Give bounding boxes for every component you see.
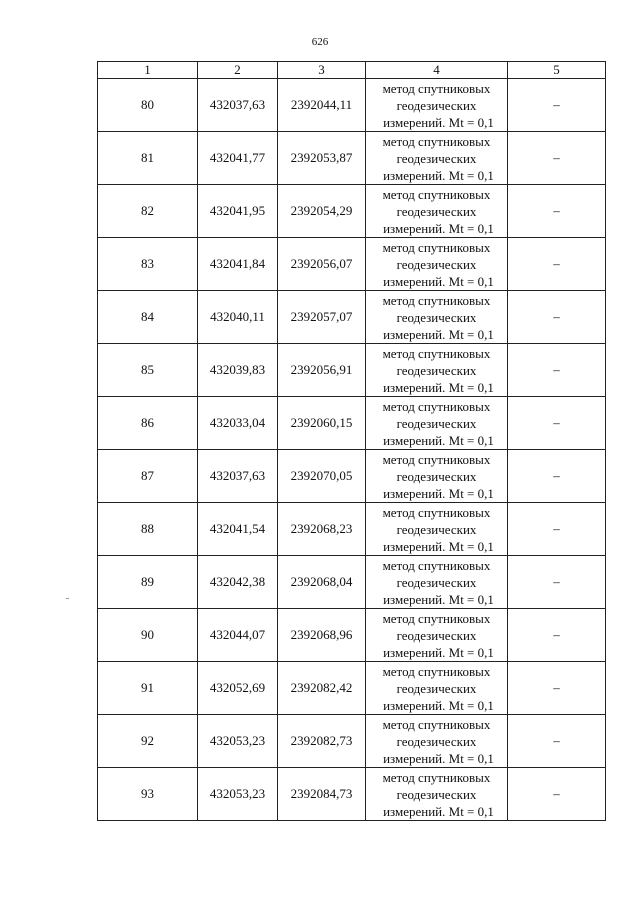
point-number-cell: 88	[98, 503, 198, 556]
x-coordinate-cell: 432053,23	[198, 768, 278, 821]
note-cell: –	[508, 609, 606, 662]
y-coordinate-cell: 2392082,73	[278, 715, 366, 768]
x-coordinate-cell: 432042,38	[198, 556, 278, 609]
point-number-cell: 84	[98, 291, 198, 344]
method-line: геодезических	[396, 362, 477, 378]
table-row	[98, 291, 606, 344]
x-coordinate-cell: 432052,69	[198, 662, 278, 715]
method-cell	[366, 450, 508, 503]
table-body	[98, 79, 606, 821]
method-line: геодезических	[396, 521, 477, 537]
method-line: геодезических	[396, 309, 477, 325]
scan-mark	[66, 598, 69, 599]
table-row	[98, 768, 606, 821]
method-line: геодезических	[396, 203, 477, 219]
method-line: геодезических	[396, 150, 477, 166]
coordinates-table	[97, 61, 606, 821]
table-row	[98, 662, 606, 715]
x-coordinate-cell: 432040,11	[198, 291, 278, 344]
y-coordinate-cell: 2392060,15	[278, 397, 366, 450]
y-coordinate-cell: 2392054,29	[278, 185, 366, 238]
method-cell	[366, 185, 508, 238]
method-line: метод спутниковых	[382, 716, 491, 732]
column-header-5: 5	[508, 62, 606, 79]
method-line: метод спутниковых	[382, 133, 491, 149]
note-cell: –	[508, 132, 606, 185]
method-line: измерений. Mt = 0,1	[383, 167, 494, 183]
point-number-cell: 90	[98, 609, 198, 662]
x-coordinate-cell: 432033,04	[198, 397, 278, 450]
method-line: метод спутниковых	[382, 80, 491, 96]
table-row	[98, 185, 606, 238]
note-cell: –	[508, 768, 606, 821]
table-row	[98, 556, 606, 609]
method-line: метод спутниковых	[382, 663, 491, 679]
column-header-4: 4	[366, 62, 508, 79]
method-line: измерений. Mt = 0,1	[383, 273, 494, 289]
x-coordinate-cell: 432044,07	[198, 609, 278, 662]
method-line: измерений. Mt = 0,1	[383, 750, 494, 766]
column-header-3: 3	[278, 62, 366, 79]
method-line: метод спутниковых	[382, 769, 491, 785]
note-cell: –	[508, 291, 606, 344]
method-line: измерений. Mt = 0,1	[383, 697, 494, 713]
page-number: 626	[311, 36, 329, 48]
method-cell	[366, 662, 508, 715]
x-coordinate-cell: 432037,63	[198, 450, 278, 503]
point-number-cell: 92	[98, 715, 198, 768]
method-line: метод спутниковых	[382, 504, 491, 520]
method-cell	[366, 715, 508, 768]
note-cell: –	[508, 450, 606, 503]
y-coordinate-cell: 2392044,11	[278, 79, 366, 132]
method-line: метод спутниковых	[382, 610, 491, 626]
table-row	[98, 238, 606, 291]
y-coordinate-cell: 2392070,05	[278, 450, 366, 503]
note-cell: –	[508, 662, 606, 715]
point-number-cell: 87	[98, 450, 198, 503]
note-cell: –	[508, 397, 606, 450]
y-coordinate-cell: 2392082,42	[278, 662, 366, 715]
method-cell	[366, 344, 508, 397]
table-row	[98, 397, 606, 450]
method-line: метод спутниковых	[382, 398, 491, 414]
method-line: геодезических	[396, 627, 477, 643]
y-coordinate-cell: 2392068,04	[278, 556, 366, 609]
method-line: геодезических	[396, 468, 477, 484]
x-coordinate-cell: 432039,83	[198, 344, 278, 397]
y-coordinate-cell: 2392057,07	[278, 291, 366, 344]
method-line: измерений. Mt = 0,1	[383, 538, 494, 554]
point-number-cell: 89	[98, 556, 198, 609]
y-coordinate-cell: 2392056,91	[278, 344, 366, 397]
method-line: геодезических	[396, 415, 477, 431]
point-number-cell: 80	[98, 79, 198, 132]
y-coordinate-cell: 2392068,23	[278, 503, 366, 556]
method-cell	[366, 132, 508, 185]
method-line: измерений. Mt = 0,1	[383, 432, 494, 448]
table-row	[98, 503, 606, 556]
x-coordinate-cell: 432053,23	[198, 715, 278, 768]
x-coordinate-cell: 432037,63	[198, 79, 278, 132]
method-cell	[366, 556, 508, 609]
y-coordinate-cell: 2392068,96	[278, 609, 366, 662]
note-cell: –	[508, 344, 606, 397]
method-cell	[366, 768, 508, 821]
table-row	[98, 450, 606, 503]
note-cell: –	[508, 556, 606, 609]
x-coordinate-cell: 432041,95	[198, 185, 278, 238]
method-line: метод спутниковых	[382, 239, 491, 255]
table-row	[98, 344, 606, 397]
method-line: измерений. Mt = 0,1	[383, 326, 494, 342]
column-header-2: 2	[198, 62, 278, 79]
point-number-cell: 91	[98, 662, 198, 715]
point-number-cell: 83	[98, 238, 198, 291]
method-line: метод спутниковых	[382, 557, 491, 573]
method-cell	[366, 397, 508, 450]
point-number-cell: 85	[98, 344, 198, 397]
note-cell: –	[508, 185, 606, 238]
y-coordinate-cell: 2392053,87	[278, 132, 366, 185]
x-coordinate-cell: 432041,77	[198, 132, 278, 185]
note-cell: –	[508, 238, 606, 291]
method-line: геодезических	[396, 786, 477, 802]
note-cell: –	[508, 503, 606, 556]
method-cell	[366, 238, 508, 291]
method-line: геодезических	[396, 256, 477, 272]
method-cell	[366, 609, 508, 662]
method-cell	[366, 79, 508, 132]
point-number-cell: 82	[98, 185, 198, 238]
method-line: геодезических	[396, 97, 477, 113]
table-row	[98, 132, 606, 185]
x-coordinate-cell: 432041,84	[198, 238, 278, 291]
table-header	[98, 62, 606, 79]
method-cell	[366, 291, 508, 344]
note-cell: –	[508, 715, 606, 768]
y-coordinate-cell: 2392056,07	[278, 238, 366, 291]
method-line: измерений. Mt = 0,1	[383, 644, 494, 660]
method-line: метод спутниковых	[382, 345, 491, 361]
header-row	[98, 62, 606, 79]
table-row	[98, 715, 606, 768]
method-line: геодезических	[396, 574, 477, 590]
point-number-cell: 81	[98, 132, 198, 185]
method-line: измерений. Mt = 0,1	[383, 379, 494, 395]
method-line: геодезических	[396, 733, 477, 749]
method-line: измерений. Mt = 0,1	[383, 220, 494, 236]
column-header-1: 1	[98, 62, 198, 79]
method-line: метод спутниковых	[382, 292, 491, 308]
method-line: измерений. Mt = 0,1	[383, 485, 494, 501]
x-coordinate-cell: 432041,54	[198, 503, 278, 556]
point-number-cell: 93	[98, 768, 198, 821]
table-row	[98, 79, 606, 132]
point-number-cell: 86	[98, 397, 198, 450]
table-row	[98, 609, 606, 662]
method-line: измерений. Mt = 0,1	[383, 114, 494, 130]
method-line: метод спутниковых	[382, 451, 491, 467]
method-line: метод спутниковых	[382, 186, 491, 202]
note-cell: –	[508, 79, 606, 132]
method-line: измерений. Mt = 0,1	[383, 591, 494, 607]
method-cell	[366, 503, 508, 556]
method-line: геодезических	[396, 680, 477, 696]
method-line: измерений. Mt = 0,1	[383, 803, 494, 819]
y-coordinate-cell: 2392084,73	[278, 768, 366, 821]
